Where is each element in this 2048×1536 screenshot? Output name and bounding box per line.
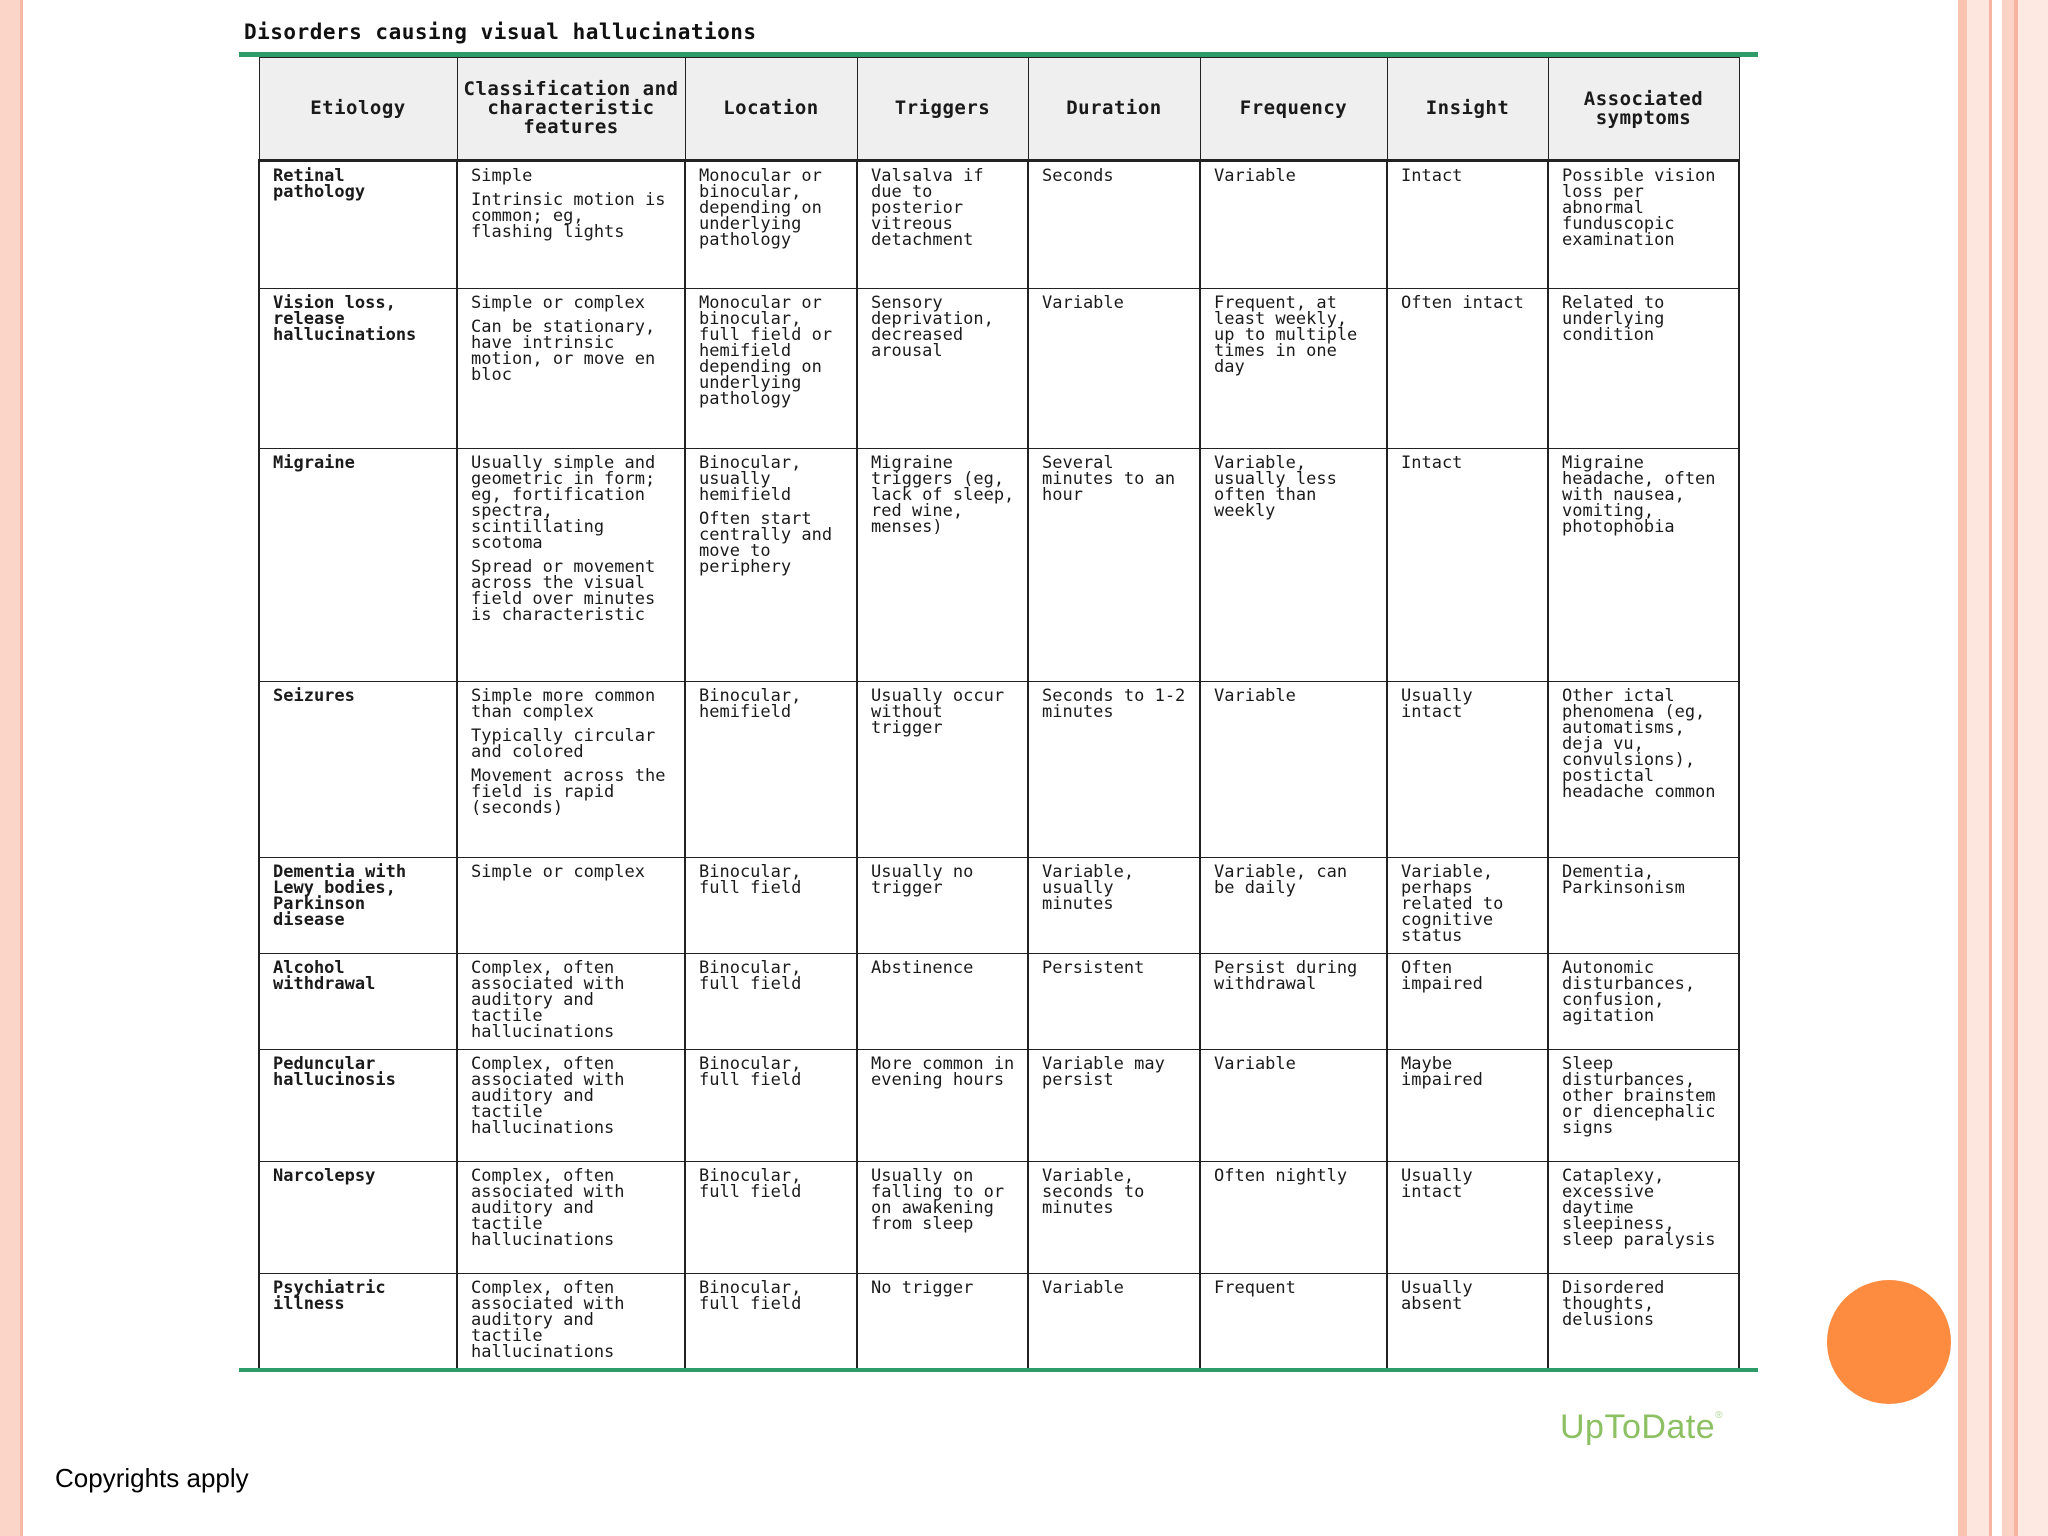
cell-paragraph: Usually simple and geometric in form; eg, fortification spectra, scintillating scotoma — [471, 453, 656, 553]
cell-paragraph: Movement across the field is rapid (seconds) — [471, 766, 666, 818]
symptoms-cell: Sleep disturbances, other brainstem or diencephalic signs — [1548, 1050, 1739, 1162]
logo-text: UpToDate — [1560, 1408, 1716, 1446]
triggers-cell: Migraine triggers (eg, lack of sleep, red wine, menses) — [857, 449, 1028, 682]
cell-paragraph: Binocular, full field — [699, 1054, 802, 1090]
column-header: Location — [685, 58, 857, 161]
duration-cell: Seconds — [1028, 161, 1200, 289]
frequency-cell: Persist during withdrawal — [1200, 954, 1387, 1050]
column-header: Classification and characteristic features — [457, 58, 685, 161]
classification-cell — [457, 858, 685, 954]
left-border-stripe — [0, 0, 20, 1536]
triggers-cell: Valsalva if due to posterior vitreous detachment — [857, 161, 1028, 289]
cell-paragraph: Binocular, hemifield — [699, 686, 802, 722]
etiology-cell: Alcohol withdrawal — [259, 954, 457, 1050]
classification-cell — [457, 682, 685, 858]
cell-paragraph: Complex, often associated with auditory and tactile hallucinations — [471, 1054, 625, 1138]
orange-circle-decoration — [1827, 1280, 1951, 1404]
table-row — [259, 1274, 1739, 1369]
symptoms-cell: Related to underlying condition — [1548, 289, 1739, 449]
cell-paragraph: Binocular, full field — [699, 862, 802, 898]
cell-paragraph: Often start centrally and move to periphery — [699, 509, 833, 577]
disorders-table — [258, 57, 1740, 1369]
triggers-cell: Usually occur without trigger — [857, 682, 1028, 858]
duration-cell: Seconds to 1-2 minutes — [1028, 682, 1200, 858]
insight-cell: Usually intact — [1387, 1162, 1548, 1274]
uptodate-logo — [1560, 1408, 1723, 1447]
cell-paragraph: Complex, often associated with auditory and tactile hallucinations — [471, 958, 625, 1042]
classification-cell — [457, 954, 685, 1050]
etiology-cell: Psychiatric illness — [259, 1274, 457, 1369]
location-cell — [685, 1162, 857, 1274]
duration-cell: Variable — [1028, 1274, 1200, 1369]
symptoms-cell: Migraine headache, often with nausea, vomiting, photophobia — [1548, 449, 1739, 682]
duration-cell: Variable — [1028, 289, 1200, 449]
cell-paragraph: Binocular, full field — [699, 1166, 802, 1202]
cell-paragraph: Spread or movement across the visual field over minutes is characteristic — [471, 557, 656, 625]
frequency-cell: Frequent — [1200, 1274, 1387, 1369]
cell-paragraph: Can be stationary, have intrinsic motion, or move en bloc — [471, 317, 656, 385]
column-header: Associated symptoms — [1548, 58, 1739, 161]
cell-paragraph: Complex, often associated with auditory and tactile hallucinations — [471, 1278, 625, 1362]
table-row — [259, 858, 1739, 954]
duration-cell: Variable, usually minutes — [1028, 858, 1200, 954]
classification-cell — [457, 1162, 685, 1274]
right-border-stripes — [1958, 0, 2048, 1536]
symptoms-cell: Possible vision loss per abnormal funduscopic examination — [1548, 161, 1739, 289]
cell-paragraph: Simple more common than complex — [471, 686, 656, 722]
cell-paragraph: Intrinsic motion is common; eg, flashing lights — [471, 190, 666, 242]
location-cell — [685, 682, 857, 858]
cell-paragraph: Simple or complex — [471, 293, 645, 313]
frequency-cell: Variable, can be daily — [1200, 858, 1387, 954]
triggers-cell: More common in evening hours — [857, 1050, 1028, 1162]
frequency-cell: Variable, usually less often than weekly — [1200, 449, 1387, 682]
triggers-cell: Sensory deprivation, decreased arousal — [857, 289, 1028, 449]
cell-paragraph: Binocular, full field — [699, 958, 802, 994]
cell-paragraph: Binocular, full field — [699, 1278, 802, 1314]
cell-paragraph: Simple or complex — [471, 862, 645, 882]
location-cell — [685, 954, 857, 1050]
etiology-cell: Migraine — [259, 449, 457, 682]
cell-paragraph: Complex, often associated with auditory and tactile hallucinations — [471, 1166, 625, 1250]
insight-cell: Intact — [1387, 449, 1548, 682]
table-title: Disorders causing visual hallucinations — [244, 20, 757, 44]
symptoms-cell: Disordered thoughts, delusions — [1548, 1274, 1739, 1369]
copyright-notice: Copyrights apply — [55, 1463, 249, 1493]
duration-cell: Several minutes to an hour — [1028, 449, 1200, 682]
frequency-cell: Variable — [1200, 1050, 1387, 1162]
column-header: Frequency — [1200, 58, 1387, 161]
triggers-cell: Abstinence — [857, 954, 1028, 1050]
duration-cell: Variable, seconds to minutes — [1028, 1162, 1200, 1274]
duration-cell: Variable may persist — [1028, 1050, 1200, 1162]
classification-cell — [457, 161, 685, 289]
cell-paragraph: Simple — [471, 166, 533, 186]
location-cell — [685, 289, 857, 449]
frequency-cell: Often nightly — [1200, 1162, 1387, 1274]
symptoms-cell: Autonomic disturbances, confusion, agitation — [1548, 954, 1739, 1050]
insight-cell: Usually intact — [1387, 682, 1548, 858]
table-row — [259, 449, 1739, 682]
cell-paragraph: Monocular or binocular, full field or hemifield depending on underlying pathology — [699, 293, 833, 409]
location-cell — [685, 858, 857, 954]
insight-cell: Usually absent — [1387, 1274, 1548, 1369]
frequency-cell: Frequent, at least weekly, up to multiple times in one day — [1200, 289, 1387, 449]
classification-cell — [457, 1274, 685, 1369]
classification-cell — [457, 449, 685, 682]
table-row — [259, 161, 1739, 289]
etiology-cell: Seizures — [259, 682, 457, 858]
etiology-cell: Narcolepsy — [259, 1162, 457, 1274]
classification-cell — [457, 289, 685, 449]
location-cell — [685, 1050, 857, 1162]
frequency-cell: Variable — [1200, 682, 1387, 858]
etiology-cell: Vision loss, release hallucinations — [259, 289, 457, 449]
duration-cell: Persistent — [1028, 954, 1200, 1050]
symptoms-cell: Dementia, Parkinsonism — [1548, 858, 1739, 954]
column-header: Insight — [1387, 58, 1548, 161]
table-header-row — [259, 58, 1739, 161]
etiology-cell: Dementia with Lewy bodies, Parkinson disease — [259, 858, 457, 954]
table-row — [259, 1162, 1739, 1274]
insight-cell: Often impaired — [1387, 954, 1548, 1050]
symptoms-cell: Cataplexy, excessive daytime sleepiness, sleep paralysis — [1548, 1162, 1739, 1274]
etiology-cell: Peduncular hallucinosis — [259, 1050, 457, 1162]
insight-cell: Maybe impaired — [1387, 1050, 1548, 1162]
cell-paragraph: Binocular, usually hemifield — [699, 453, 802, 505]
etiology-cell: Retinal pathology — [259, 161, 457, 289]
column-header: Triggers — [857, 58, 1028, 161]
insight-cell: Often intact — [1387, 289, 1548, 449]
cell-paragraph: Typically circular and colored — [471, 726, 656, 762]
registered-mark: ® — [1715, 1410, 1724, 1421]
location-cell — [685, 161, 857, 289]
triggers-cell: Usually on falling to or on awakening from sleep — [857, 1162, 1028, 1274]
bottom-green-rule — [239, 1368, 1758, 1372]
triggers-cell: Usually no trigger — [857, 858, 1028, 954]
symptoms-cell: Other ictal phenomena (eg, automatisms, deja vu, convulsions), postictal headache common — [1548, 682, 1739, 858]
table-row — [259, 954, 1739, 1050]
cell-paragraph: Monocular or binocular, depending on underlying pathology — [699, 166, 822, 250]
insight-cell: Variable, perhaps related to cognitive status — [1387, 858, 1548, 954]
table-row — [259, 1050, 1739, 1162]
table-row — [259, 682, 1739, 858]
insight-cell: Intact — [1387, 161, 1548, 289]
table-row — [259, 289, 1739, 449]
location-cell — [685, 1274, 857, 1369]
triggers-cell: No trigger — [857, 1274, 1028, 1369]
column-header: Duration — [1028, 58, 1200, 161]
classification-cell — [457, 1050, 685, 1162]
location-cell — [685, 449, 857, 682]
column-header: Etiology — [259, 58, 457, 161]
frequency-cell: Variable — [1200, 161, 1387, 289]
